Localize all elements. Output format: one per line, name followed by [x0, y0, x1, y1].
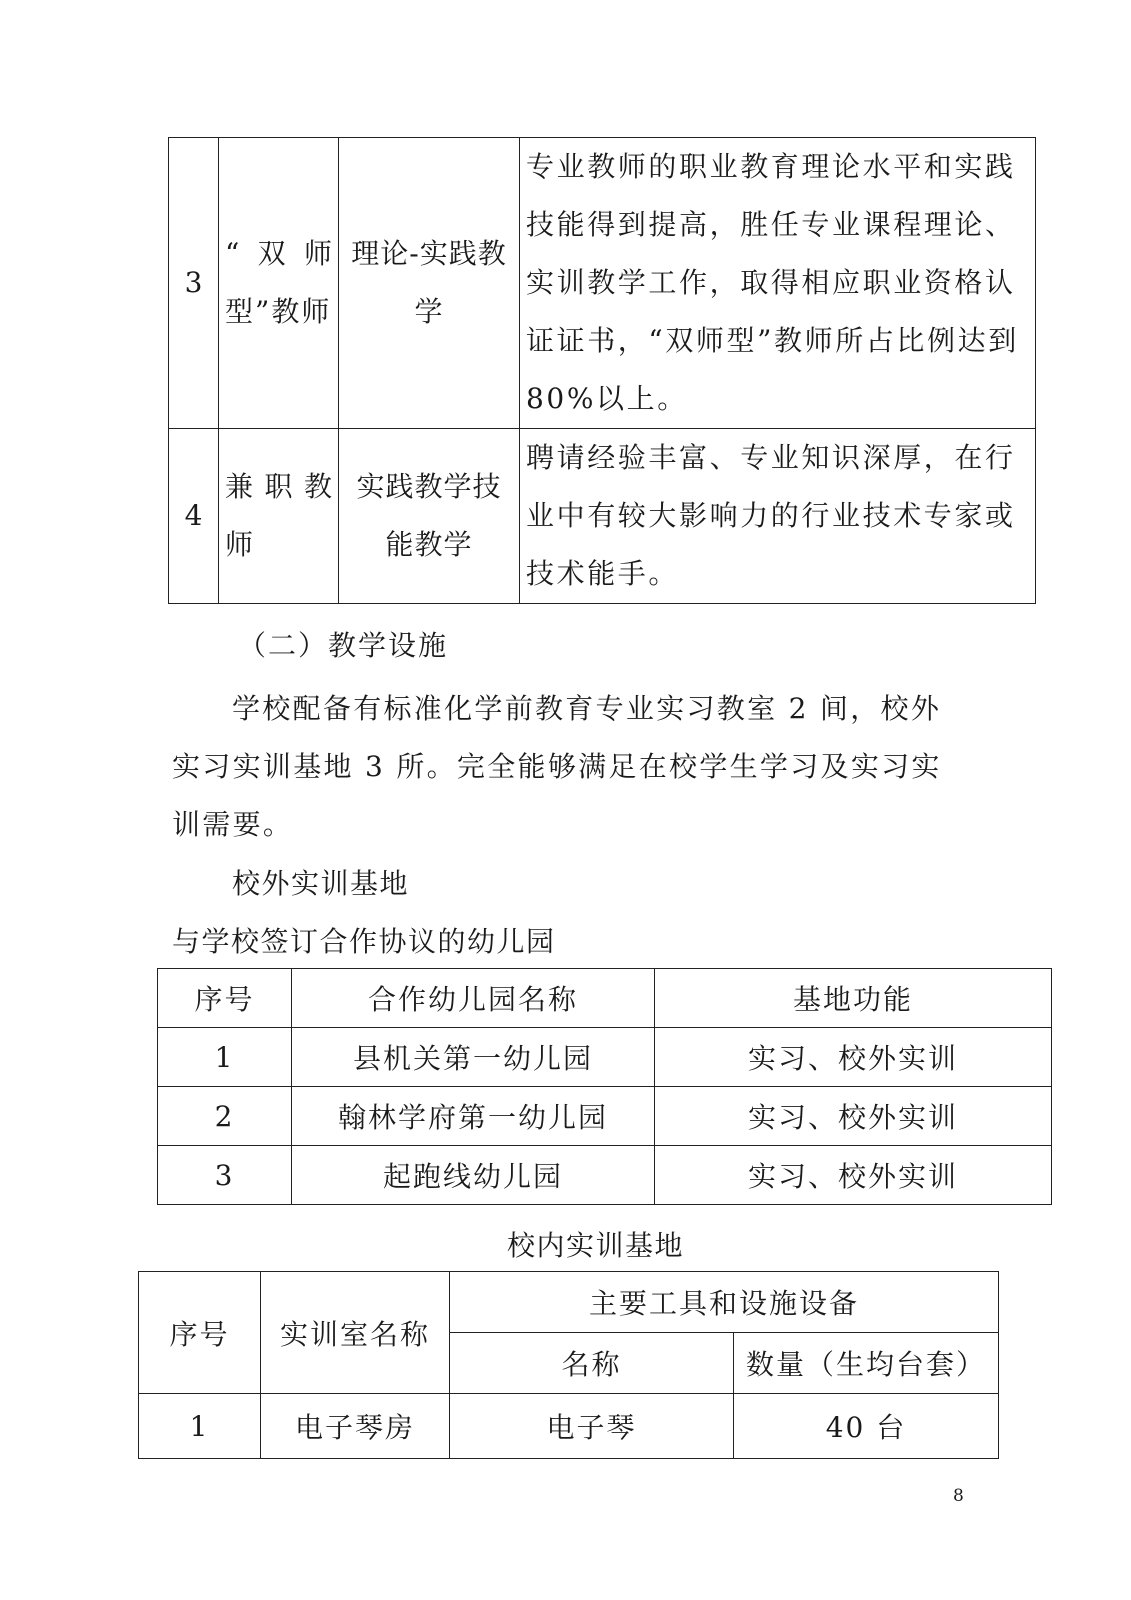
column-header: 基地功能: [655, 969, 1052, 1028]
table-cell: 40 台: [734, 1394, 999, 1459]
teacher-description: 专业教师的职业教育理论水平和实践技能得到提高，胜任专业课程理论、实训教学工作，取得相应职业资格认证证书，“双师型”教师所占比例达到80%以上。: [520, 138, 1036, 429]
kindergarten-table: [157, 968, 1052, 1205]
table-row: [169, 138, 1036, 429]
internal-training-table: [138, 1271, 999, 1459]
row-number: 4: [169, 429, 219, 604]
kindergarten-table-caption: 与学校签订合作协议的幼儿园: [172, 925, 556, 958]
teacher-team-table: [168, 137, 1036, 604]
table-cell: 1: [139, 1394, 261, 1459]
section-heading: （二）教学设施: [238, 629, 449, 662]
table-cell: 电子琴: [450, 1394, 734, 1459]
external-base-label: 校外实训基地: [232, 867, 410, 900]
table-cell: 实习、校外实训: [655, 1146, 1052, 1205]
column-header: 主要工具和设施设备: [450, 1272, 999, 1333]
row-number: 3: [169, 138, 219, 429]
table-cell: 1: [158, 1028, 292, 1087]
column-header: 序号: [158, 969, 292, 1028]
table-row: [158, 1028, 1052, 1087]
table-cell: 3: [158, 1146, 292, 1205]
teacher-role: “双师型”教师: [219, 138, 339, 429]
table-cell: 实习、校外实训: [655, 1028, 1052, 1087]
column-header: 名称: [450, 1333, 734, 1394]
table-cell: 电子琴房: [261, 1394, 450, 1459]
internal-base-caption: 校内实训基地: [507, 1229, 685, 1262]
table-row: [158, 1146, 1052, 1205]
column-header: 序号: [139, 1272, 261, 1394]
table-row: [169, 429, 1036, 604]
table-cell: 县机关第一幼儿园: [292, 1028, 655, 1087]
column-header: 数量（生均台套）: [734, 1333, 999, 1394]
table-cell: 起跑线幼儿园: [292, 1146, 655, 1205]
table-cell: 翰林学府第一幼儿园: [292, 1087, 655, 1146]
table-header-row: [139, 1272, 999, 1333]
table-row: [139, 1394, 999, 1459]
table-header-row: [158, 969, 1052, 1028]
page-number: 8: [953, 1486, 964, 1506]
teacher-description: 聘请经验丰富、专业知识深厚，在行业中有较大影响力的行业技术专家或技术能手。: [520, 429, 1036, 604]
table-cell: 2: [158, 1087, 292, 1146]
teaching-type: 实践教学技能教学: [339, 429, 520, 604]
table-cell: 实习、校外实训: [655, 1087, 1052, 1146]
column-header: 实训室名称: [261, 1272, 450, 1394]
table-row: [158, 1087, 1052, 1146]
teaching-type: 理论-实践教学: [339, 138, 520, 429]
facilities-paragraph: 学校配备有标准化学前教育专业实习教室 2 间，校外实习实训基地 3 所。完全能够满足在校学生学习及实习实训需要。: [172, 692, 942, 841]
column-header: 合作幼儿园名称: [292, 969, 655, 1028]
teacher-role: 兼职教师: [219, 429, 339, 604]
